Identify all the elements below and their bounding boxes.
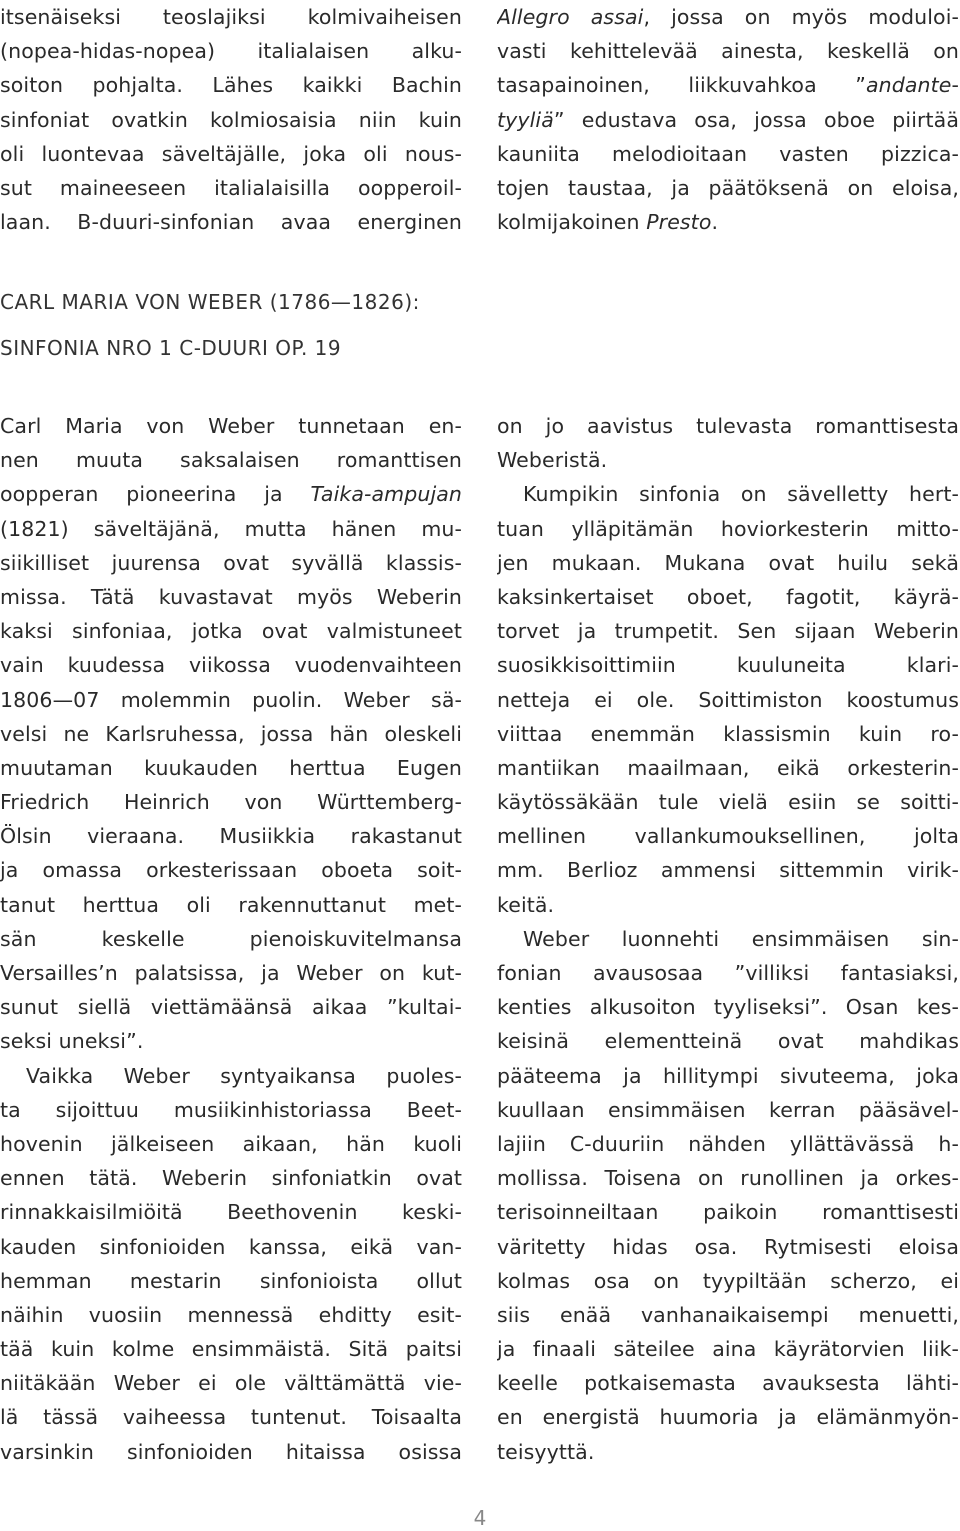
text-line: viittaa enemmän klassismin kuin ro- [497,721,959,746]
text-line: väritetty hidas osa. Rytmisesti eloisa [497,1234,959,1259]
text-line: seksi uneksi”. [0,1029,144,1054]
text-line: kolmas osa on tyypiltään scherzo, ei [497,1268,959,1293]
text-line: hemman mestarin sinfonioista ollut [0,1268,462,1293]
text-line: hovenin jälkeiseen aikaan, hän kuoli [0,1131,462,1156]
text-line: Carl Maria von Weber tunnetaan en- [0,414,462,438]
text-line: Weberistä. [497,448,608,473]
text-line: tuan ylläpitämän hoviorkesterin mitto- [497,516,959,541]
text-line: (nopea-hidas-nopea) italialaisen alku- [0,39,462,64]
text-line: varsinkin sinfonioiden hitaissa osissa [0,1439,462,1464]
text-line: soiton pohjalta. Lähes kaikki Bachin [0,73,462,98]
movement-title: andante [866,73,952,98]
text-line: lajiin C-duuriin nähden yllättävässä h- [497,1131,959,1156]
text-line: käytössäkään tule vielä esiin se soitti- [497,790,959,815]
text-line: 1806—07 molemmin puolin. Weber sä- [0,687,462,712]
text-line: kenties alkusoiton tyyliseksi”. Osan kes- [497,995,959,1020]
top-right-column [497,0,959,239]
text-line: netteja ei ole. Soittimiston koostumus [497,687,959,712]
text-line: tää kuin kolme ensimmäistä. Sitä paitsi [0,1337,462,1362]
text-line: näihin vuosiin mennessä ehditty esit- [0,1302,462,1327]
text-line: mellinen vallankumouksellinen, jolta [497,824,959,849]
text-line [497,0,959,34]
text-line: Weber luonnehti ensimmäisen sin- [523,926,959,951]
text-line: vain kuudessa viikossa vuodenvaihteen [0,653,462,678]
section-heading [0,279,940,371]
text-line: Vaikka Weber syntyaikansa puoles- [26,1063,462,1088]
body-left-column [0,409,462,1469]
movement-title: Allegro assai [497,5,644,29]
text-line: muutaman kuukauden herttua Eugen [0,755,462,780]
text-line: (1821) säveltäjänä, mutta hänen mu- [0,516,462,541]
text-line [497,103,959,137]
text-line: mantiikan maailmaan, eikä orkesterin- [497,755,959,780]
text-line: en energistä huumoria ja elämänmyön- [497,1405,959,1430]
text-fragment: ” edustava osa, jossa oboe piirtää [553,107,959,132]
text-line: ta sijoittuu musiikinhistoriassa Beet- [0,1097,462,1122]
heading-line: CARL MARIA VON WEBER (1786—1826): [0,290,420,314]
text-line: keelle potkaisemasta avauksesta lähti- [497,1371,959,1396]
text-line: sut maineeseen italialaisilla oopperoil- [0,175,462,200]
top-left-column [0,0,462,239]
text-line: Ölsin vieraana. Musiikkia rakastanut [0,824,462,849]
text-line: teisyyttä. [497,1439,595,1464]
text-line: pääteema ja hillitympi sivuteema, joka [497,1063,959,1088]
text-line [497,205,959,239]
work-title: Taika-ampujan [310,482,462,507]
text-line: Friedrich Heinrich von Württemberg- [0,790,462,815]
text-line: siis enää vanhanaikaisempi menuetti, [497,1302,959,1327]
text-line: niitäkään Weber ei ole välttämättä vie- [0,1371,462,1396]
text-line: keisinä elementteinä ovat mahdikas [497,1029,959,1054]
text-line: laan. B-duuri-sinfonian avaa energinen [0,210,462,235]
text-line: terisoinneiltaan paikoin romanttisesti [497,1200,959,1225]
text-fragment: , jossa on myös moduloi- [643,5,959,29]
text-fragment: kolmijakoinen [497,210,647,235]
text-line [0,477,462,511]
body-right-column [497,409,959,1469]
text-line: fonian avausosaa ”villiksi fantasiaksi, [497,961,959,985]
text-line: sinfoniat ovatkin kolmiosaisia niin kuin [0,107,462,132]
text-line: ja finaali säteilee aina käyrätorvien liik- [497,1337,959,1362]
text-line: vasti kehittelevää ainesta, keskellä on [497,39,959,64]
text-line: missa. Tätä kuvastavat myös Weberin [0,584,462,609]
text-line: tanut herttua oli rakennuttanut met- [0,892,462,917]
text-fragment: tasapainoinen, liikkuvahkoa ” [497,73,867,98]
text-line: oli luontevaa säveltäjälle, joka oli nous- [0,141,462,166]
text-line: velsi ne Karlsruhessa, jossa hän oleskeli [0,721,462,746]
text-line: ja omassa orkesterissaan oboeta soit- [0,858,462,883]
text-line: nen muuta saksalaisen romanttisen [0,448,462,473]
text-line: siikilliset juurensa ovat syvällä klassis- [0,550,462,575]
text-line: on jo aavistus tulevasta romanttisesta [497,414,959,438]
text-line: keitä. [497,892,555,917]
text-fragment: oopperan pioneerina ja [0,482,311,507]
text-line: jen mukaan. Mukana ovat huilu sekä [497,550,959,575]
text-line: itsenäiseksi teoslajiksi kolmivaiheisen [0,5,462,29]
text-line: ennen tätä. Weberin sinfoniatkin ovat [0,1166,462,1191]
text-line: kauniita melodioitaan vasten pizzica- [497,141,959,166]
text-line: lä tässä vaiheessa tuntenut. Toisaalta [0,1405,462,1430]
text-line: torvet ja trumpetit. Sen sijaan Weberin [497,619,959,644]
text-line: kaksinkertaiset oboet, fagotit, käyrä- [497,584,959,609]
text-line: kuullaan ensimmäisen kerran pääsävel- [497,1097,959,1122]
text-fragment: . [711,210,719,235]
text-line: kauden sinfonioiden kanssa, eikä van- [0,1234,462,1259]
text-fragment: - [951,73,959,98]
text-line: sän keskelle pienoiskuvitelmansa [0,926,462,951]
text-line: rinnakkaisilmiöitä Beethovenin keski- [0,1200,462,1225]
text-line: sunut siellä viettämäänsä aikaa ”kultai- [0,995,462,1020]
text-line [497,68,959,102]
text-line: kaksi sinfoniaa, jotka ovat valmistuneet [0,619,462,644]
text-line: Kumpikin sinfonia on sävelletty hert- [523,482,959,507]
text-line: mm. Berlioz ammensi sittemmin virik- [497,858,959,883]
text-line: Versailles’n palatsissa, ja Weber on kut- [0,961,462,985]
text-line: tojen taustaa, ja päätöksenä on eloisa, [497,175,959,200]
heading-line: SINFONIA NRO 1 C-DUURI OP. 19 [0,336,342,360]
movement-title: tyyliä [497,107,554,132]
movement-title: Presto [646,210,712,235]
page-number: 4 [473,1506,487,1530]
text-line: mollissa. Toisena on runollinen ja orkes- [497,1166,959,1191]
text-line: suosikkisoittimiin kuuluneita klari- [497,653,959,678]
